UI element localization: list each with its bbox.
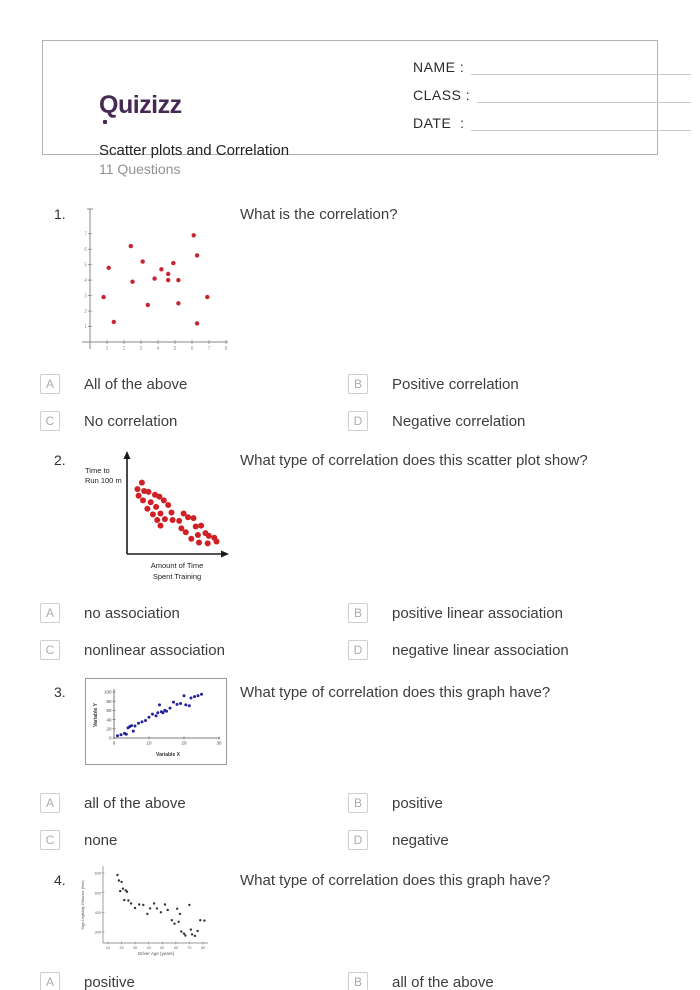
svg-text:40: 40 — [146, 946, 151, 950]
svg-text:40: 40 — [106, 717, 112, 723]
answer-letter-box[interactable]: D — [348, 830, 368, 850]
svg-text:2: 2 — [122, 346, 126, 352]
question-1-number: 1. — [54, 206, 66, 222]
svg-text:70: 70 — [187, 946, 192, 950]
date-blank-line[interactable] — [471, 114, 691, 131]
answer-letter-box[interactable]: A — [40, 793, 60, 813]
svg-text:1: 1 — [84, 324, 87, 331]
svg-text:60: 60 — [106, 708, 112, 714]
answer-letter-box[interactable]: C — [40, 411, 60, 431]
svg-text:10: 10 — [105, 946, 111, 950]
answer-letter-box[interactable]: B — [348, 793, 368, 813]
svg-text:20: 20 — [181, 740, 187, 746]
svg-text:500: 500 — [94, 891, 101, 896]
q3-xlabel: Variable X — [156, 752, 180, 758]
svg-text:5: 5 — [84, 262, 87, 269]
svg-text:4: 4 — [156, 346, 160, 352]
svg-text:100: 100 — [103, 689, 112, 695]
quizizz-logo-dot — [103, 120, 107, 124]
name-label: NAME : — [413, 59, 465, 75]
answer-option[interactable] — [40, 972, 135, 990]
question-3-number: 3. — [54, 684, 66, 700]
answer-text: no association — [84, 604, 180, 622]
svg-text:30: 30 — [216, 740, 222, 746]
svg-text:80: 80 — [106, 698, 112, 704]
q2-ylabel-line1: Time to — [85, 466, 110, 475]
svg-text:7: 7 — [207, 346, 211, 352]
q2-xlabel-line2: Spent Training — [152, 572, 202, 581]
question-4-number: 4. — [54, 872, 66, 888]
q2-ylabel-line2: Run 100 m — [85, 476, 122, 485]
answer-text: all of the above — [84, 794, 186, 812]
q3-scatter-plot — [85, 678, 227, 765]
answer-letter-box[interactable]: A — [40, 374, 60, 394]
answer-text: nonlinear association — [84, 641, 225, 659]
worksheet-title: Scatter plots and Correlation — [99, 142, 290, 159]
q2-xlabel-line1: Amount of Time — [150, 561, 204, 570]
svg-text:30: 30 — [132, 946, 138, 950]
svg-text:20: 20 — [106, 726, 112, 732]
answer-option[interactable] — [348, 640, 569, 660]
svg-text:7: 7 — [84, 231, 87, 238]
svg-text:20: 20 — [119, 946, 124, 950]
q1-scatter-plot — [76, 202, 230, 356]
class-field — [413, 83, 691, 103]
answer-text: none — [84, 831, 118, 849]
svg-text:0: 0 — [108, 735, 112, 741]
svg-text:3: 3 — [84, 293, 87, 300]
answer-letter-box[interactable]: B — [348, 603, 368, 623]
question-count: 11 Questions — [99, 161, 181, 177]
answer-option[interactable] — [40, 374, 187, 394]
q2-scatter-plot — [74, 448, 238, 590]
answer-text: positive — [84, 973, 135, 990]
answer-option[interactable] — [40, 830, 117, 850]
answer-text: negative — [392, 831, 449, 849]
svg-text:0: 0 — [112, 740, 116, 746]
question-1-text: What is the correlation? — [240, 206, 398, 223]
svg-text:10: 10 — [146, 740, 152, 746]
svg-text:600: 600 — [94, 871, 101, 876]
quizizz-logo: Quizizz — [99, 91, 182, 119]
header-card — [42, 40, 658, 177]
q4-xlabel: Driver Age (years) — [137, 951, 175, 956]
answer-letter-box[interactable]: D — [348, 640, 368, 660]
svg-text:400: 400 — [94, 911, 101, 915]
answer-option[interactable] — [40, 640, 225, 660]
q4-scatter-plot — [76, 858, 236, 958]
answer-text: Positive correlation — [392, 375, 519, 393]
answer-letter-box[interactable]: D — [348, 411, 368, 431]
q3-ylabel: Variable Y — [93, 703, 99, 727]
answer-letter-box[interactable]: A — [40, 603, 60, 623]
svg-text:60: 60 — [173, 946, 179, 950]
answer-letter-box[interactable]: A — [40, 972, 60, 990]
svg-text:50: 50 — [160, 946, 165, 950]
svg-text:1: 1 — [105, 346, 109, 352]
date-label: DATE : — [413, 115, 465, 131]
answer-option[interactable] — [348, 830, 449, 850]
answer-option[interactable] — [348, 374, 519, 394]
answer-letter-box[interactable]: C — [40, 640, 60, 660]
answer-text: all of the above — [392, 973, 494, 990]
date-field — [413, 111, 691, 131]
answer-text: positive — [392, 794, 443, 812]
svg-text:80: 80 — [200, 946, 206, 950]
svg-text:5: 5 — [173, 346, 177, 352]
answer-option[interactable] — [40, 411, 177, 431]
svg-text:8: 8 — [224, 346, 228, 352]
class-blank-line[interactable] — [477, 86, 691, 103]
answer-text: All of the above — [84, 375, 188, 393]
svg-text:4: 4 — [84, 277, 87, 284]
question-3-text: What type of correlation does this graph have? — [240, 684, 551, 701]
svg-text:2: 2 — [84, 308, 87, 315]
q4-ylabel: Sign Legibility Distance (feet) — [81, 880, 85, 930]
answer-text: positive linear association — [392, 604, 563, 622]
name-field — [413, 55, 691, 75]
answer-text: No correlation — [84, 412, 178, 430]
svg-text:300: 300 — [94, 930, 101, 935]
answer-option[interactable] — [40, 603, 180, 623]
answer-option[interactable] — [348, 603, 563, 623]
svg-text:3: 3 — [139, 346, 143, 352]
answer-option[interactable] — [348, 411, 525, 431]
answer-option[interactable] — [348, 793, 443, 813]
question-2-number: 2. — [54, 452, 66, 468]
svg-text:6: 6 — [84, 246, 87, 253]
answer-letter-box[interactable]: B — [348, 972, 368, 990]
name-blank-line[interactable] — [471, 58, 691, 75]
answer-text: negative linear association — [392, 641, 569, 659]
svg-text:6: 6 — [190, 346, 194, 352]
answer-option[interactable] — [348, 972, 494, 990]
answer-option[interactable] — [40, 793, 186, 813]
class-label: CLASS : — [413, 87, 471, 103]
answer-letter-box[interactable]: C — [40, 830, 60, 850]
answer-letter-box[interactable]: B — [348, 374, 368, 394]
question-4-text: What type of correlation does this graph have? — [240, 872, 551, 889]
answer-text: Negative correlation — [392, 412, 526, 430]
question-2-text: What type of correlation does this scatter plot show? — [240, 452, 588, 469]
